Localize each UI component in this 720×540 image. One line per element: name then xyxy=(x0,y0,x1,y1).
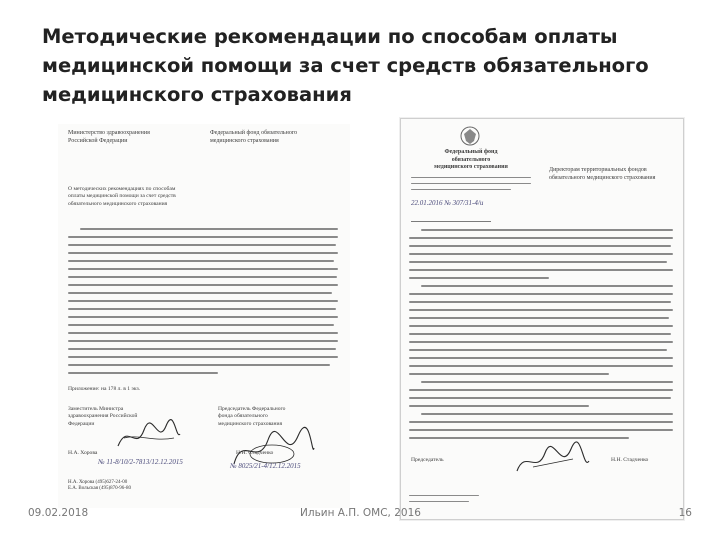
signer-name-right xyxy=(236,450,273,457)
handwritten-reg-left: № 11-8/10/2-7813/12.12.2015 xyxy=(98,458,183,466)
signer-name: Н.Н. Стадченко xyxy=(236,450,274,456)
title-line: медицинского страхования xyxy=(42,83,352,106)
signature-title-line: Заместитель Министра xyxy=(68,406,124,412)
signer-position xyxy=(411,457,444,464)
title-line: медицинской помощи за счет средств обязательного xyxy=(42,54,649,77)
signature-title-line: медицинского страхования xyxy=(218,420,283,427)
addressee-line: обязательного медицинского страхования xyxy=(549,174,656,181)
subject-line: обязательного медицинского страхования xyxy=(68,200,168,207)
header-line: Федеральный фонд xyxy=(444,149,498,155)
handwritten-reg-right: № 8025/21-4/12.12.2015 xyxy=(230,462,301,470)
slide-title xyxy=(42,22,682,109)
handwritten-date: 22.01.2016 № 307/31-4/и xyxy=(411,199,484,207)
header-line: обязательного xyxy=(451,156,491,163)
footer-page-number: 16 xyxy=(678,507,692,519)
scanned-letter-left xyxy=(58,124,350,508)
signature-title-line: Председатель Федерального xyxy=(218,406,286,412)
signature-title-line: фонда обязательного xyxy=(218,413,268,420)
attachment-line: Приложение: на 178 л. в 1 экз. xyxy=(68,386,141,392)
addressee xyxy=(549,167,655,182)
letter-header-fund xyxy=(210,130,297,145)
signer-name-left xyxy=(68,450,97,457)
signer-name-right-doc xyxy=(611,457,648,464)
header-line: Министерство здравоохранения xyxy=(68,130,150,136)
contact-line: Н.А. Хорова (495)627-24-00 xyxy=(68,480,128,485)
signature-title-line: здравоохранения Российской xyxy=(68,413,138,420)
contact-line: Е.А. Вольская (495)870-96-80 xyxy=(68,486,131,492)
signer-position-text: Председатель xyxy=(411,457,444,463)
signature-scribble-left xyxy=(114,416,184,456)
fund-header xyxy=(431,149,511,172)
signature-scribble-right-doc xyxy=(513,441,593,481)
letter-attachment xyxy=(68,386,140,393)
letter-header-ministry xyxy=(68,130,150,145)
title-line: Методические рекомендации по способам оплаты xyxy=(42,25,618,48)
emblem-icon xyxy=(459,125,481,147)
signer-name: Н.А. Хорова xyxy=(68,450,98,456)
header-line: Российской Федерации xyxy=(68,137,128,144)
header-line: медицинского страхования xyxy=(434,164,508,170)
footer-date: 09.02.2018 xyxy=(28,507,89,519)
signature-title-line: Федерации xyxy=(68,420,95,427)
signer-name: Н.Н. Стадченко xyxy=(611,457,649,463)
subject-line: оплаты медицинской помощи за счет средств xyxy=(68,193,176,200)
footer-author: Ильин А.П. ОМС, 2016 xyxy=(300,507,421,519)
header-line: Федеральный фонд обязательного xyxy=(210,130,298,136)
letter-contacts xyxy=(68,480,131,493)
addressee-line: Директорам территориальных фондов xyxy=(549,167,647,173)
letter-subject xyxy=(68,186,176,208)
scanned-letter-right xyxy=(400,118,684,520)
subject-line: О методических рекомендациях по способам xyxy=(68,186,176,192)
header-line: медицинского страхования xyxy=(210,137,279,144)
